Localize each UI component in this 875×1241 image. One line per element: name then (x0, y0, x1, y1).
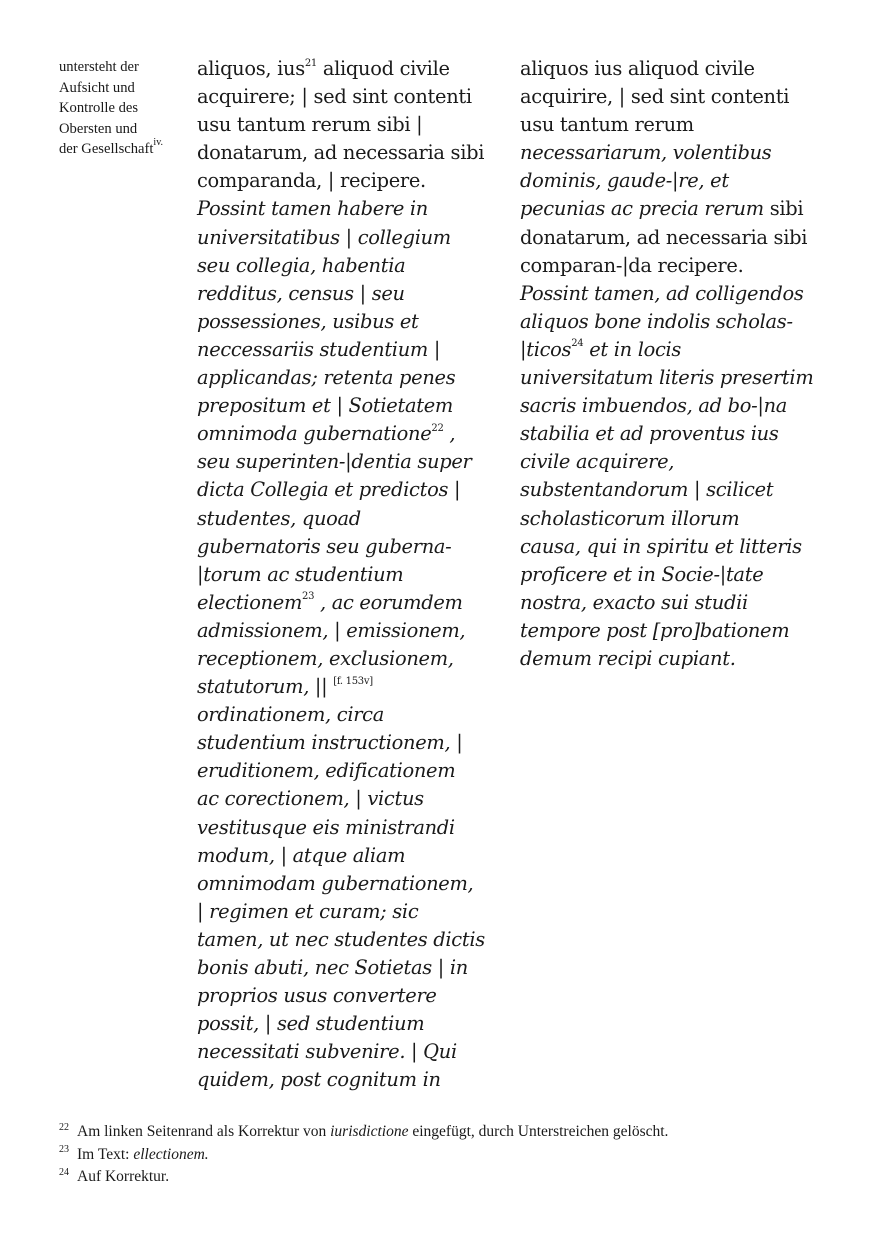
text-line: necessariarum, volentibus (520, 141, 772, 165)
text-line: donatarum, ad necessaria sibi (197, 141, 485, 165)
text-line (520, 195, 820, 223)
text-line: seu collegia, habentia (197, 253, 406, 277)
text-line: Possint tamen habere in (197, 197, 428, 221)
text-line: universitatibus | collegium (197, 225, 451, 249)
text-line: aliquos bone indolis scholas- (520, 309, 793, 333)
text-line: tempore post [pro]bationem (520, 618, 790, 642)
text-line: universitatum literis presertim (520, 366, 814, 390)
text-line: seu superinten-|dentia super (197, 450, 472, 474)
footnote-24: 24 Auf Korrektur. (59, 1166, 170, 1185)
text-line: redditus, census | seu (197, 281, 405, 305)
text-line: usu tantum rerum (520, 113, 694, 137)
text-line: | regimen et curam; sic (197, 899, 419, 923)
text-line (520, 336, 820, 364)
text-line: prepositum et | Sotietatem (197, 394, 453, 418)
text-line: possessiones, usibus et (197, 309, 419, 333)
text-segment: statutorum, || (197, 675, 334, 699)
text-line: modum, | atque aliam (197, 843, 406, 867)
text-line: bonis abuti, nec Sotietas | in (197, 956, 468, 979)
text-segment: electionem (197, 590, 303, 614)
margin-note-line (59, 139, 191, 160)
footnote-ref[interactable]: 22 (431, 422, 444, 434)
text-line: necessitati subvenire. | Qui (197, 1040, 457, 1064)
text-line: dominis, gaude-|re, et (520, 169, 729, 193)
text-line: neccessariis studentium | (197, 337, 441, 361)
text-line (197, 55, 497, 83)
text-line: possit, | sed studentium (197, 1012, 425, 1036)
footnote-text: Auf Korrektur. (77, 1168, 170, 1185)
text-line: quidem, post cognitum in (197, 1068, 441, 1092)
text-line: sacris imbuendos, ad bo-|na (520, 394, 788, 418)
text-line (197, 673, 497, 701)
footnote-22: 22 Am linken Seitenrand als Korrektur von iurisdictione eingefügt, durch Unterstreichen gelöscht. (59, 1121, 669, 1140)
text-segment: sibi (763, 197, 804, 221)
margin-note-sup: iv. (153, 137, 164, 149)
text-line: acquirire, | sed sint contenti (520, 85, 790, 109)
text-line: |torum ac studentium (197, 562, 404, 586)
footnote-ref[interactable]: 23 (302, 591, 315, 603)
text-line: nostra, exacto sui studii (520, 590, 748, 614)
text-line: admissionem, | emissionem, (197, 618, 466, 642)
margin-note (59, 57, 191, 160)
text-line: omnimodam gubernationem, (197, 871, 474, 895)
footnote-ref[interactable]: 24 (571, 338, 584, 350)
text-line: studentium instructionem, | (197, 731, 463, 755)
text-line: comparan-|da recipere. (520, 253, 744, 277)
text-line: receptionem, exclusionem, (197, 646, 454, 670)
text-line: applicandas; retenta penes (197, 366, 456, 390)
text-line: gubernatoris seu guberna- (197, 534, 452, 558)
footnote-text: Am linken Seitenrand als Korrektur von (77, 1123, 331, 1140)
text-line: demum recipi cupiant. (520, 646, 736, 670)
margin-note-line: Aufsicht und (59, 79, 135, 96)
footnote-italic: ellectionem. (133, 1145, 209, 1163)
text-segment: aliquod civile (316, 57, 450, 80)
text-segment: |ticos (520, 337, 572, 361)
text-line: usu tantum rerum sibi | (197, 113, 423, 137)
text-line: Possint tamen, ad colligendos (520, 281, 804, 305)
footnote-23: 23 Im Text: ellectionem. (59, 1144, 209, 1163)
text-line: proficere et in Socie-|tate (520, 562, 764, 586)
folio-marker: [f. 153v] (333, 675, 373, 687)
text-line: ordinationem, circa (197, 703, 385, 727)
text-line: stabilia et ad proventus ius (520, 422, 779, 446)
text-line: dicta Collegia et predictos | (197, 478, 461, 502)
text-segment: omnimoda gubernatione (197, 422, 432, 446)
text-line: substentandorum | scilicet (520, 478, 774, 502)
text-segment: pecunias ac precia rerum (520, 197, 764, 221)
text-line: ac corectionem, | victus (197, 787, 424, 811)
text-segment: aliquos, ius (197, 57, 305, 80)
text-segment: , ac eorumdem (314, 590, 463, 614)
footnotes (59, 1121, 839, 1189)
footnote-text: Im Text: (77, 1145, 134, 1163)
text-line (197, 420, 497, 448)
text-line: studentes, quoad (197, 506, 361, 530)
text-segment: , (443, 422, 456, 446)
text-line: aliquos ius aliquod civile (520, 57, 755, 80)
footnote-text: eingefügt, durch Unterstreichen gelöscht. (408, 1123, 669, 1140)
footnote-italic: iurisdictione (330, 1123, 409, 1140)
margin-note-line: untersteht der (59, 59, 139, 75)
text-line: proprios usus convertere (197, 984, 437, 1008)
text-line: causa, qui in spiritu et litteris (520, 534, 802, 558)
margin-note-text: der Gesellschaft (59, 141, 154, 157)
text-line (197, 589, 497, 617)
left-column (197, 55, 497, 1094)
text-line: donatarum, ad necessaria sibi (520, 225, 808, 249)
text-line: vestitusque eis ministrandi (197, 815, 455, 839)
text-segment: et in locis (583, 337, 682, 361)
text-line: civile acquirere, (520, 450, 675, 474)
text-line: acquirere; | sed sint contenti (197, 85, 472, 109)
text-line: scholasticorum illorum (520, 506, 740, 530)
footnote-ref[interactable]: 21 (304, 57, 317, 69)
text-line: tamen, ut nec studentes dictis (197, 927, 485, 951)
margin-note-line: Kontrolle des (59, 100, 139, 116)
text-line: eruditionem, edificationem (197, 759, 456, 783)
margin-note-line: Obersten und (59, 120, 138, 137)
right-column (520, 55, 820, 673)
text-line: comparanda, | recipere. (197, 169, 426, 193)
